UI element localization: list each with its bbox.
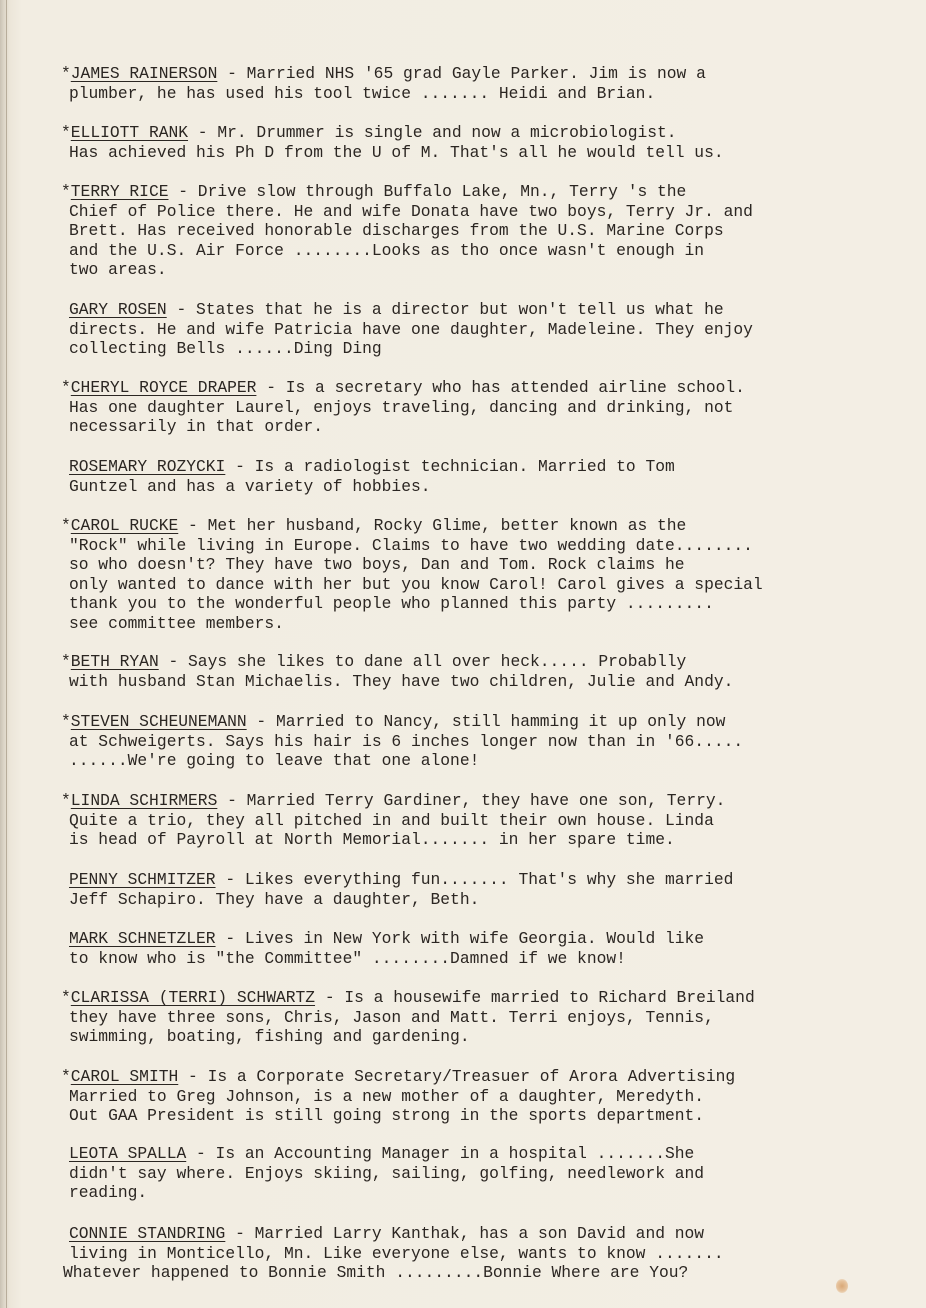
entry-text: - Married Larry Kanthak, has a son David and now bbox=[225, 1224, 705, 1243]
entry-text: - Mr. Drummer is single and now a microbiologist. bbox=[188, 123, 677, 142]
entry-continuation-line: plumber, he has used his tool twice ....... Heidi and Brian. bbox=[69, 83, 656, 103]
entry-text: - Is a Corporate Secretary/Treasuer of Arora Advertising bbox=[178, 1067, 736, 1086]
entry-continuation-line: reading. bbox=[69, 1183, 148, 1203]
entry-continuation-line: Guntzel and has a variety of hobbies. bbox=[69, 476, 431, 496]
entry-text: - Married to Nancy, still hamming it up only now bbox=[246, 712, 726, 731]
entry-continuation-line: ......We're going to leave that one alone! bbox=[69, 751, 480, 771]
entry-continuation-line: thank you to the wonderful people who planned this party ......... bbox=[69, 594, 714, 614]
person-name: CHERYL ROYCE DRAPER bbox=[70, 378, 257, 397]
entry-first-line bbox=[61, 64, 706, 84]
entry-text: - Married Terry Gardiner, they have one son, Terry. bbox=[217, 791, 726, 810]
entry-continuation-line: didn't say where. Enjoys skiing, sailing, golfing, needlework and bbox=[69, 1163, 705, 1183]
entry-continuation-line: two areas. bbox=[69, 260, 167, 280]
entry-continuation-line: Jeff Schapiro. They have a daughter, Beth. bbox=[69, 889, 480, 909]
person-name: CAROL RUCKE bbox=[70, 516, 179, 535]
person-name: TERRY RICE bbox=[70, 182, 169, 201]
entry-continuation-line: Brett. Has received honorable discharges from the U.S. Marine Corps bbox=[69, 221, 724, 241]
entry-first-line bbox=[61, 988, 755, 1008]
attendance-star: * bbox=[61, 182, 71, 201]
person-name: CLARISSA (TERRI) SCHWARTZ bbox=[70, 988, 316, 1007]
person-name: ROSEMARY ROZYCKI bbox=[69, 457, 226, 476]
entry-first-line bbox=[69, 457, 675, 477]
entry-continuation-line: they have three sons, Chris, Jason and Matt. Terri enjoys, Tennis, bbox=[69, 1007, 714, 1027]
person-name: JAMES RAINERSON bbox=[70, 64, 218, 83]
person-name: LEOTA SPALLA bbox=[69, 1144, 187, 1163]
entry-text: - Is a secretary who has attended airline school. bbox=[256, 378, 745, 397]
entry-continuation-line: is head of Payroll at North Memorial....... in her spare time. bbox=[69, 830, 675, 850]
entry-continuation-line: swimming, boating, fishing and gardening. bbox=[69, 1027, 470, 1047]
person-name: MARK SCHNETZLER bbox=[69, 929, 216, 948]
entry-text: - Met her husband, Rocky Glime, better known as the bbox=[178, 516, 687, 535]
entry-text: - Is an Accounting Manager in a hospital .......She bbox=[186, 1144, 695, 1163]
entry-continuation-line: necessarily in that order. bbox=[69, 417, 324, 437]
entry-text: - Says she likes to dane all over heck..... Probablly bbox=[158, 652, 687, 671]
entry-continuation-line: see committee members. bbox=[69, 614, 284, 633]
attendance-star: * bbox=[61, 516, 71, 535]
entry-text: - Is a radiologist technician. Married to Tom bbox=[225, 457, 675, 476]
entry-first-line bbox=[61, 123, 677, 143]
person-name: CONNIE STANDRING bbox=[69, 1224, 226, 1243]
entry-first-line bbox=[61, 378, 745, 398]
entry-text: - Married NHS '65 grad Gayle Parker. Jim is now a bbox=[217, 64, 706, 83]
entry-first-line bbox=[61, 1067, 735, 1087]
entry-continuation-line: so who doesn't? They have two boys, Dan and Tom. Rock claims he bbox=[69, 555, 685, 575]
entry-first-line bbox=[61, 791, 725, 811]
entry-continuation-line: Has achieved his Ph D from the U of M. That's all he would tell us. bbox=[69, 142, 724, 162]
attendance-star: * bbox=[61, 1067, 71, 1086]
entry-text: - Drive slow through Buffalo Lake, Mn., Terry 's the bbox=[168, 182, 687, 201]
person-name: CAROL SMITH bbox=[70, 1067, 179, 1086]
entry-first-line bbox=[69, 929, 704, 949]
entry-text: - States that he is a director but won't tell us what he bbox=[166, 300, 724, 319]
entry-first-line bbox=[69, 300, 724, 320]
entry-first-line bbox=[69, 1224, 704, 1244]
entry-first-line bbox=[61, 182, 686, 202]
entry-continuation-line: Quite a trio, they all pitched in and built their own house. Linda bbox=[69, 810, 714, 830]
attendance-star: * bbox=[61, 123, 71, 142]
entry-continuation-line: Married to Greg Johnson, is a new mother of a daughter, Meredyth. bbox=[69, 1086, 705, 1106]
entry-first-line bbox=[61, 516, 686, 536]
person-name: LINDA SCHIRMERS bbox=[70, 791, 218, 810]
person-name: STEVEN SCHEUNEMANN bbox=[70, 712, 247, 731]
entry-continuation-line: collecting Bells ......Ding Ding bbox=[69, 339, 382, 359]
entry-text: - Likes everything fun....... That's why she married bbox=[215, 870, 734, 889]
entry-continuation-line: Whatever happened to Bonnie Smith .........Bonnie Where are You? bbox=[63, 1263, 689, 1283]
entry-text: - Is a housewife married to Richard Breiland bbox=[315, 988, 755, 1007]
entry-continuation-line: at Schweigerts. Says his hair is 6 inches longer now than in '66..... bbox=[69, 731, 744, 751]
paper-stain bbox=[836, 1279, 848, 1293]
entry-continuation-line: directs. He and wife Patricia have one daughter, Madeleine. They enjoy bbox=[69, 319, 753, 339]
attendance-star: * bbox=[61, 988, 71, 1007]
entry-first-line bbox=[69, 1144, 694, 1164]
person-name: BETH RYAN bbox=[70, 652, 159, 671]
attendance-star: * bbox=[61, 64, 71, 83]
person-name: PENNY SCHMITZER bbox=[69, 870, 216, 889]
entry-continuation-line: living in Monticello, Mn. Like everyone else, wants to know ....... bbox=[69, 1243, 724, 1263]
attendance-star: * bbox=[61, 652, 71, 671]
entry-continuation-line: Has one daughter Laurel, enjoys traveling, dancing and drinking, not bbox=[69, 397, 734, 417]
entry-continuation-line: Out GAA President is still going strong in the sports department. bbox=[69, 1106, 705, 1126]
entry-first-line bbox=[61, 712, 725, 732]
attendance-star: * bbox=[61, 791, 71, 810]
attendance-star: * bbox=[61, 712, 71, 731]
entry-continuation-line: with husband Stan Michaelis. They have two children, Julie and Andy. bbox=[69, 671, 734, 691]
person-name: ELLIOTT RANK bbox=[70, 123, 189, 142]
person-name: GARY ROSEN bbox=[69, 300, 167, 319]
entry-continuation-line: to know who is "the Committee" ........Damned if we know! bbox=[69, 948, 626, 968]
entry-first-line bbox=[61, 652, 686, 672]
entry-continuation-line: only wanted to dance with her but you know Carol! Carol gives a special bbox=[69, 574, 763, 594]
entry-continuation-line: "Rock" while living in Europe. Claims to have two wedding date........ bbox=[69, 535, 753, 555]
entry-first-line bbox=[69, 870, 733, 890]
attendance-star: * bbox=[61, 378, 71, 397]
entry-continuation-line: and the U.S. Air Force ........Looks as tho once wasn't enough in bbox=[69, 240, 705, 260]
entry-text: - Lives in New York with wife Georgia. Would like bbox=[215, 929, 705, 948]
entry-continuation-line: Chief of Police there. He and wife Donata have two boys, Terry Jr. and bbox=[69, 201, 753, 221]
